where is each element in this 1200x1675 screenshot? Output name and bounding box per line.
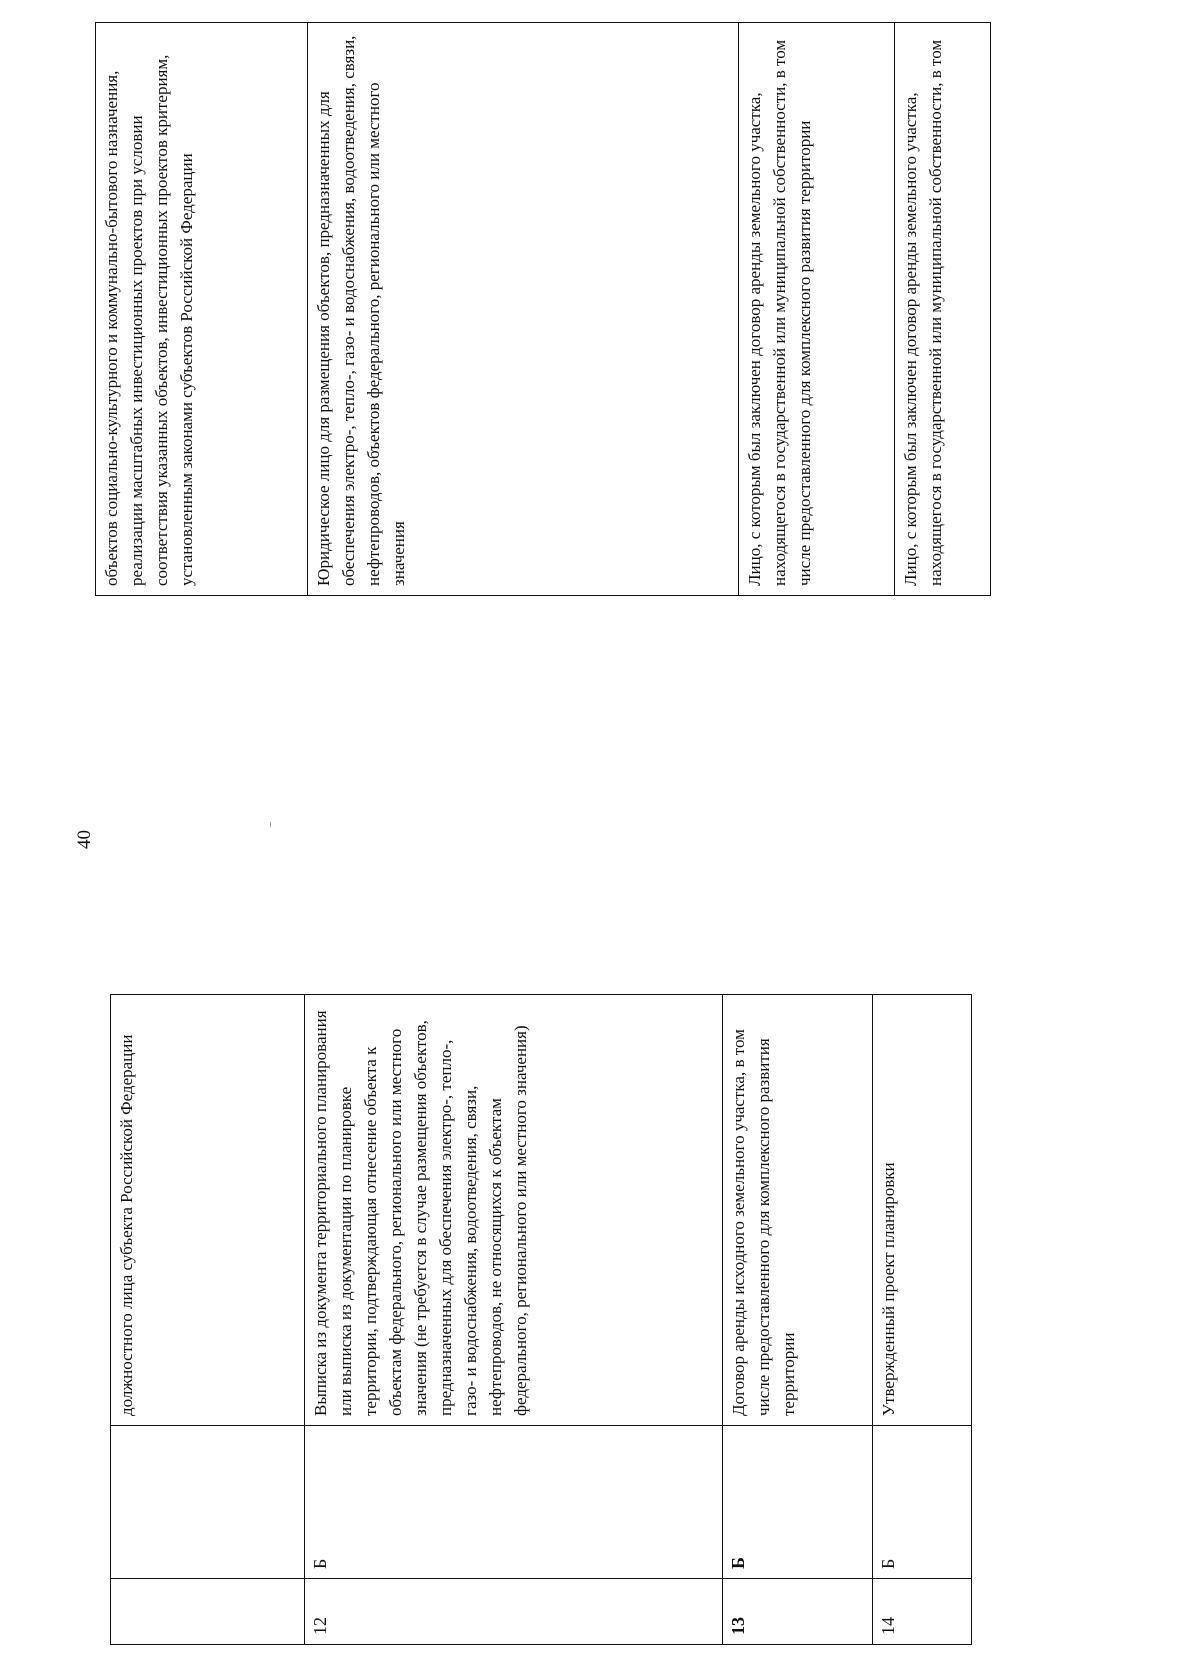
- documents-table: [110, 994, 972, 1645]
- row-applicant: Лицо, с которым был заключен договор аренды земельного участка, находящегося в государственной или муниципальной собственности, в том: [895, 23, 991, 596]
- row-applicant: объектов социально-культурного и коммунально-бытового назначения, реализации масштабных инвестиционных проектов при условии соответствия указанных объектов, инвестиционных проектов критериям, установленным законами субъектов Российской Федерации: [96, 23, 308, 596]
- row-number: [111, 1579, 305, 1645]
- row-applicant: Лицо, с которым был заключен договор аренды земельного участка, находящегося в государственной или муниципальной собственности, в том числе предоставленного для комплексного развития территории: [739, 23, 895, 596]
- row-document: должностного лица субъекта Российской Федерации: [111, 995, 305, 1426]
- table-row: [873, 995, 972, 1645]
- row-category: Б: [305, 1426, 723, 1579]
- scan-artifact: [270, 822, 271, 827]
- row-category: [111, 1426, 305, 1579]
- table-row: [895, 23, 991, 596]
- row-document: Утвержденный проект планировки: [873, 995, 972, 1426]
- row-category: Б: [723, 1426, 873, 1579]
- page-number: 40: [74, 830, 95, 849]
- table-row: [96, 23, 308, 596]
- row-applicant: Юридическое лицо для размещения объектов, предназначенных для обеспечения электро-, тепло-, газо- и водоснабжения, водоотведения, связи, нефтепроводов, объектов федерального, регионального или местного значения: [308, 23, 739, 596]
- row-category: Б: [873, 1426, 972, 1579]
- table-row: [723, 995, 873, 1645]
- table-row: [305, 995, 723, 1645]
- row-number: 14: [873, 1579, 972, 1645]
- row-number: 13: [723, 1579, 873, 1645]
- table-row: [308, 23, 739, 596]
- row-number: 12: [305, 1579, 723, 1645]
- row-document: Выписка из документа территориального планирования или выписка из документации по планировке территории, подтверждающая отнесение объекта к объектам федерального, регионального или местного значения (не требуется в случае размещения объектов, предназначенных для обеспечения электро-, тепло-, газо- и водоснабжения, водоотведения, связи, нефтепроводов, не относящихся к объектам федерального, регионального или местного значения): [305, 995, 723, 1426]
- applicants-table: [95, 22, 991, 596]
- table-row: [111, 995, 305, 1645]
- row-document: Договор аренды исходного земельного участка, в том числе предоставленного для комплексного развития территории: [723, 995, 873, 1426]
- table-row: [739, 23, 895, 596]
